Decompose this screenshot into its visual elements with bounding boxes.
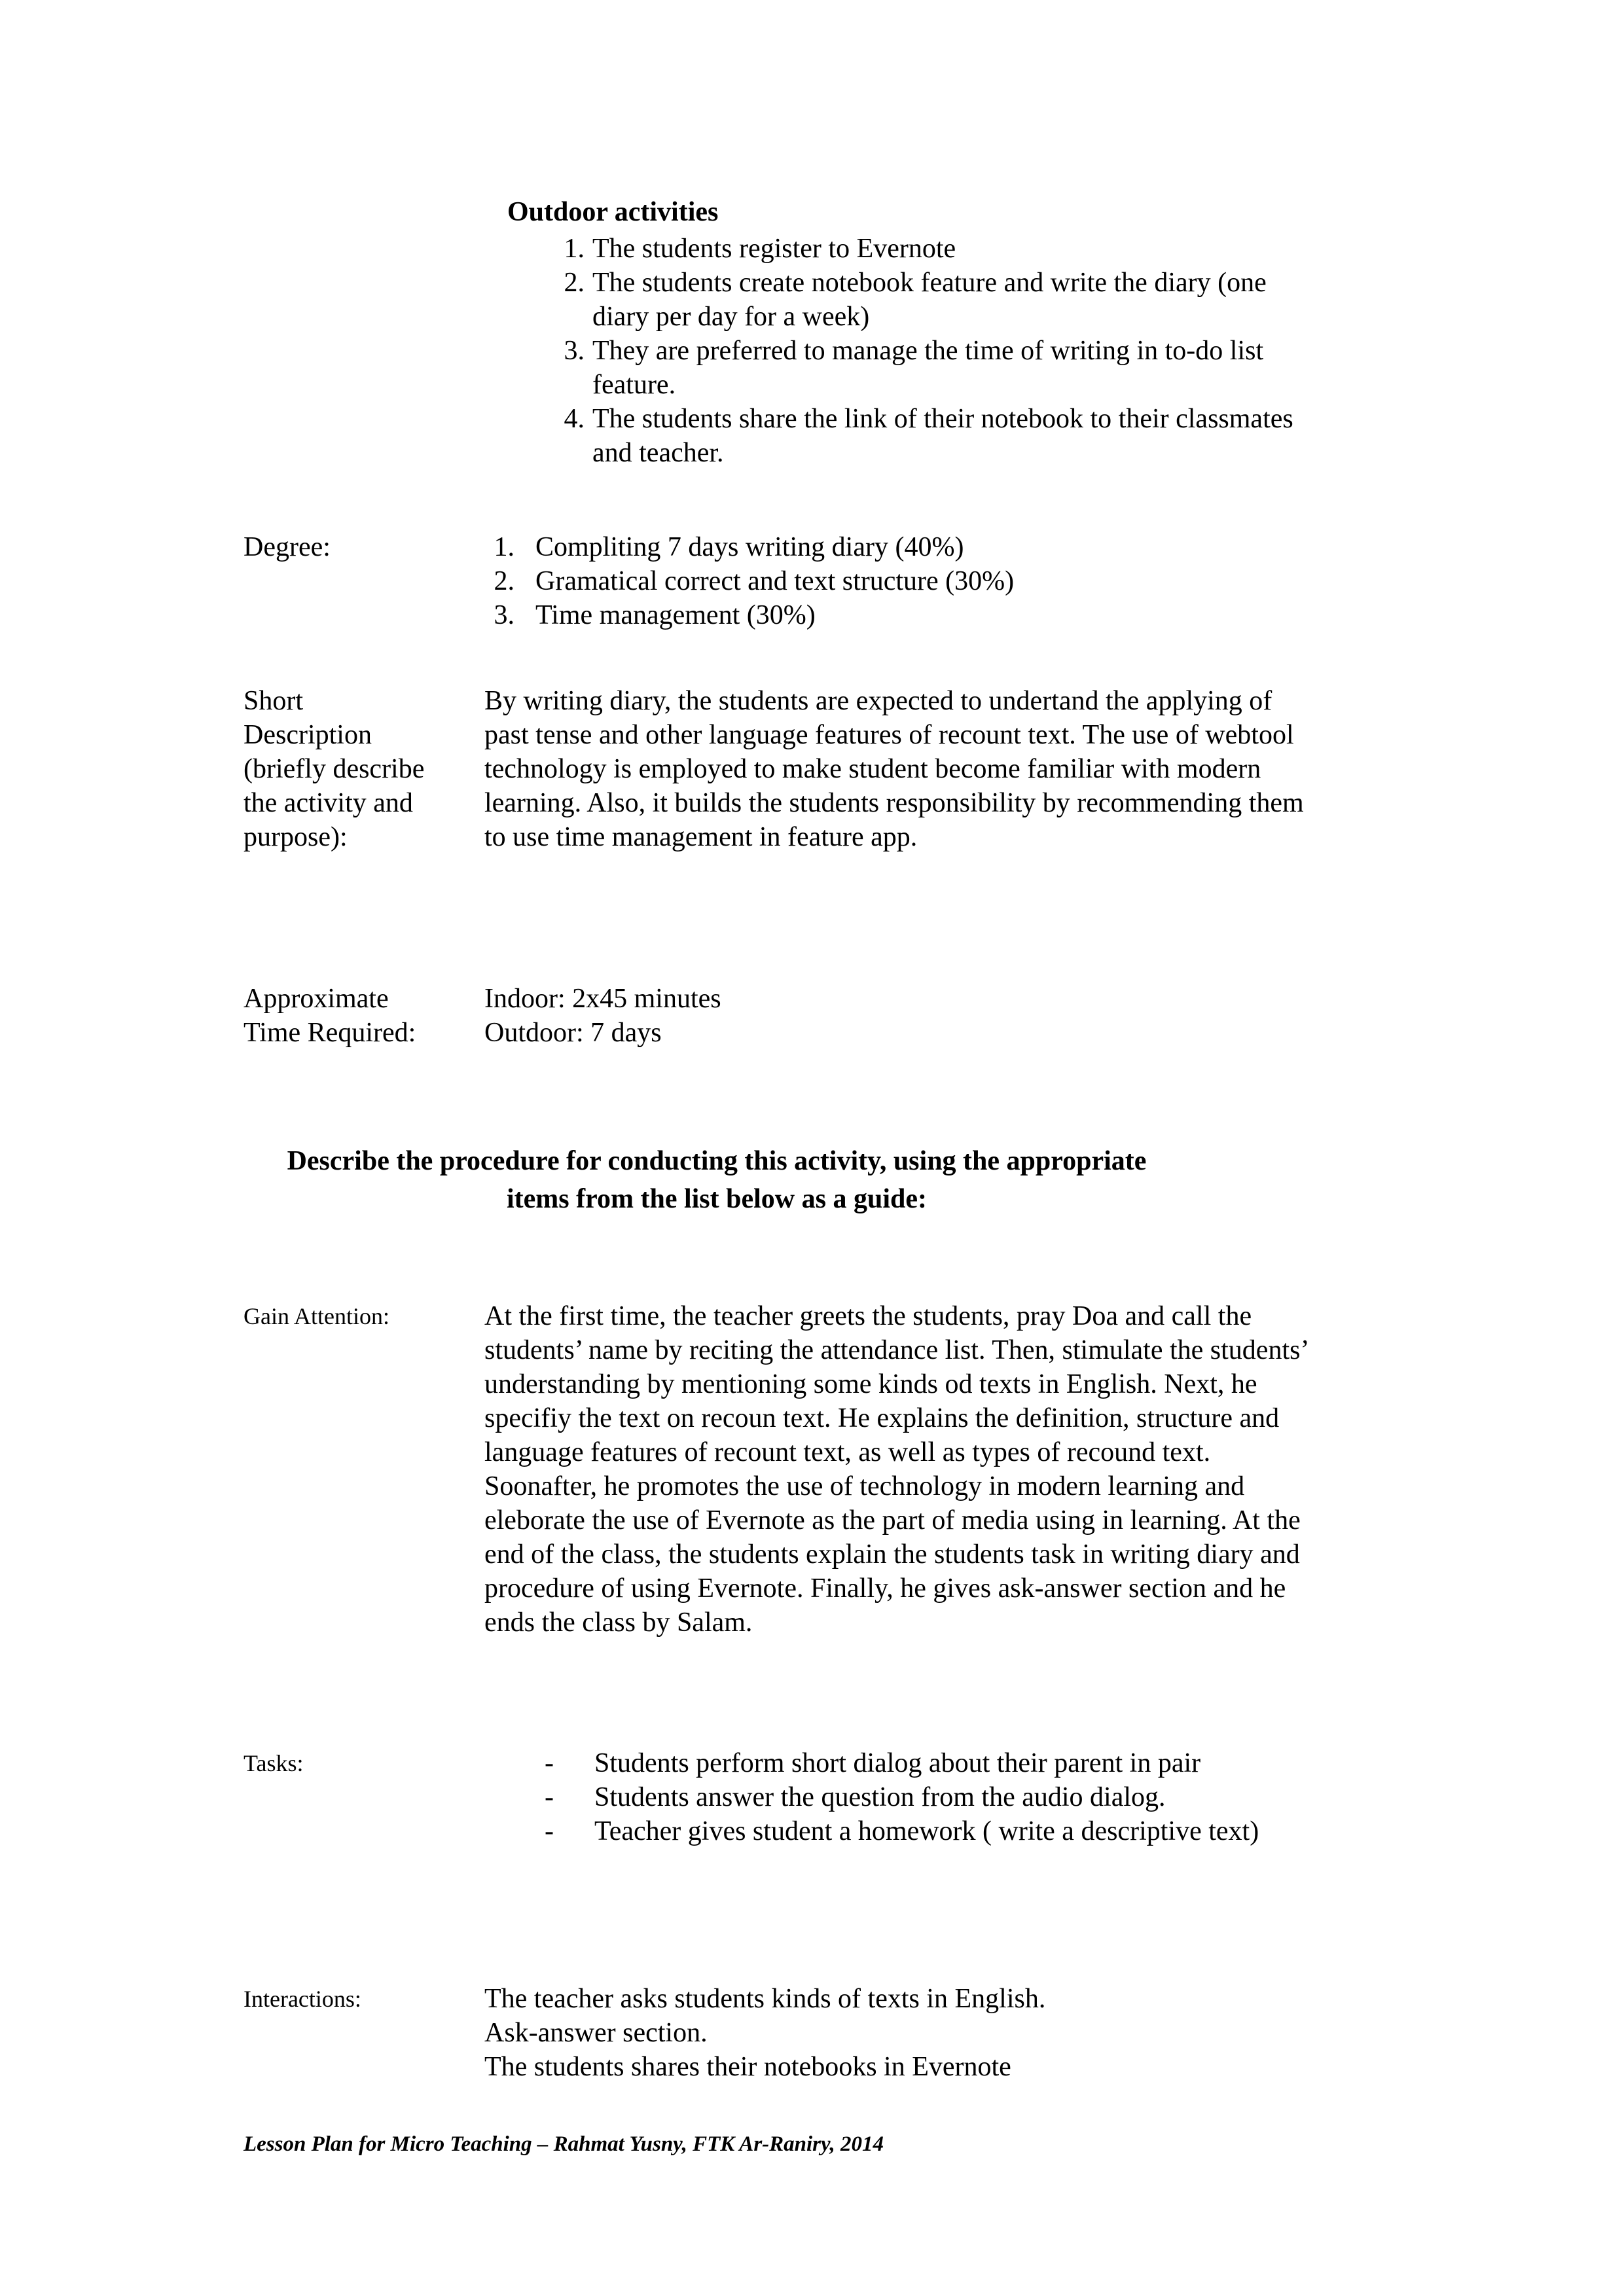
page-footer: Lesson Plan for Micro Teaching – Rahmat Yusny, FTK Ar-Raniry, 2014 [244, 2132, 884, 2156]
list-item-text: The students create notebook feature and write the diary (one diary per day for a week) [592, 268, 1267, 332]
list-item-text: Compliting 7 days writing diary (40%) [535, 532, 964, 562]
interactions-value [484, 1982, 1317, 2084]
approximate-time-value [484, 982, 1317, 1050]
list-item-number: 4. [564, 404, 585, 434]
approximate-time-section [244, 982, 1317, 1050]
label-line: Time Required: [244, 1018, 416, 1048]
gain-attention-text: At the first time, the teacher greets the students, pray Doa and call the students’ name by reciting the attendance list. Then, stimulate the students’ understanding by mentioning some kinds od texts in English. Next, he specifiy the text on recoun text. He explains the definition, structure and language features of recount text, as well as types of recound text. Soonafter, he promotes the use of technology in modern learning and eleborate the use of Evernote as the part of media using in learning. At the end of the class, the students explain the students task in writing diary and procedure of using Evernote. Finally, he gives ask-answer section and he ends the class by Salam. [484, 1301, 1308, 1638]
list-item-text: Gramatical correct and text structure (30%) [535, 566, 1015, 596]
interaction-line: The students shares their notebooks in Evernote [484, 2052, 1011, 2082]
list-item-number: 3. [564, 336, 585, 366]
tasks-list [484, 1746, 1317, 1848]
short-description-label [244, 684, 484, 854]
outdoor-activities-list [507, 232, 1312, 470]
gain-attention-label: Gain Attention: [244, 1303, 389, 1329]
procedure-heading: Describe the procedure for conducting this activity, using the appropriate items from the list below as a guide: [287, 1146, 1147, 1214]
label-line: the activity and [244, 788, 413, 818]
list-item-text: Students perform short dialog about their parent in pair [594, 1748, 1201, 1778]
gain-attention-value [484, 1299, 1317, 1640]
list-item-text: They are preferred to manage the time of writing in to-do list feature. [592, 336, 1264, 400]
list-item-number: 2. [494, 566, 514, 596]
indoor-time: Indoor: 2x45 minutes [484, 984, 721, 1014]
approximate-time-label [244, 982, 484, 1050]
degree-label: Degree: [244, 532, 331, 562]
interaction-line: Ask-answer section. [484, 2018, 708, 2048]
list-item [484, 530, 1317, 564]
list-item [507, 402, 1312, 470]
interactions-section [244, 1982, 1317, 2084]
degree-section [244, 530, 1317, 632]
dash-bullet-icon: - [545, 1782, 554, 1812]
degree-list [484, 530, 1317, 632]
list-item [484, 1814, 1317, 1848]
list-item [484, 598, 1317, 632]
label-line: purpose): [244, 822, 348, 852]
list-item-text: Time management (30%) [535, 600, 816, 630]
tasks-label: Tasks: [244, 1750, 304, 1776]
list-item [484, 564, 1317, 598]
list-item-number: 3. [494, 600, 514, 630]
label-line: Approximate [244, 984, 389, 1014]
list-item-text: The students register to Evernote [592, 234, 956, 264]
short-description-value [484, 684, 1317, 854]
list-item-text: Students answer the question from the audio dialog. [594, 1782, 1166, 1812]
list-item [507, 232, 1312, 266]
short-description-section [244, 684, 1317, 854]
list-item-text: Teacher gives student a homework ( write a descriptive text) [594, 1816, 1259, 1846]
tasks-value [484, 1746, 1317, 1848]
interactions-label: Interactions: [244, 1986, 361, 2012]
list-item-number: 1. [564, 234, 585, 264]
interaction-line: The teacher asks students kinds of texts in English. [484, 1984, 1046, 2014]
short-description-text: By writing diary, the students are expected to undertand the applying of past tense and other language features of recount text. The use of webtool technology is employed to make student become familiar with modern learning. Also, it builds the students responsibility by recommending them to use time management in feature app. [484, 686, 1304, 852]
degree-value [484, 530, 1317, 632]
tasks-section [244, 1746, 1317, 1848]
dash-bullet-icon: - [545, 1748, 554, 1778]
list-item-number: 1. [494, 532, 514, 562]
dash-bullet-icon: - [545, 1816, 554, 1846]
label-line: (briefly describe [244, 754, 425, 784]
outdoor-activities-section [507, 194, 1312, 470]
list-item [507, 334, 1312, 402]
label-line: Description [244, 720, 372, 750]
list-item [484, 1780, 1317, 1814]
outdoor-activities-title: Outdoor activities [507, 197, 719, 227]
gain-attention-section [244, 1299, 1317, 1640]
list-item [484, 1746, 1317, 1780]
outdoor-time: Outdoor: 7 days [484, 1018, 662, 1048]
list-item-number: 2. [564, 268, 585, 298]
list-item-text: The students share the link of their notebook to their classmates and teacher. [592, 404, 1293, 468]
list-item [507, 266, 1312, 334]
label-line: Short [244, 686, 304, 716]
